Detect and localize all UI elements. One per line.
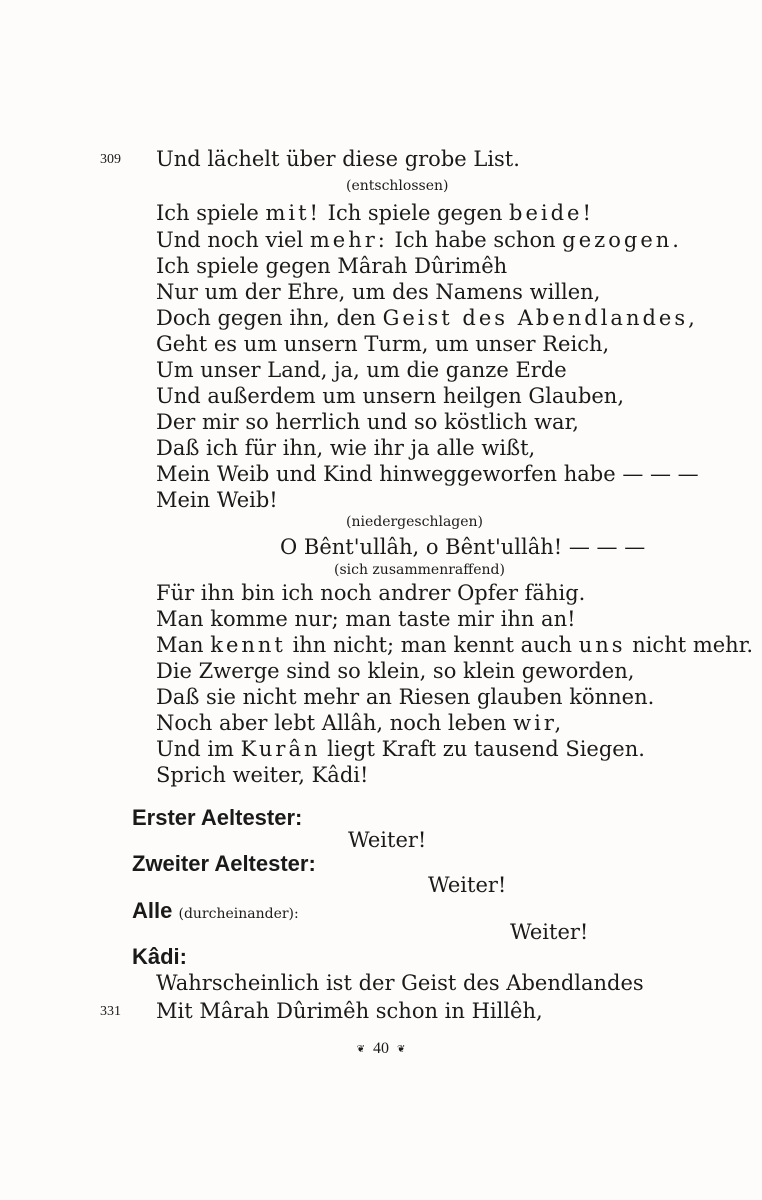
verse-line: Mein Weib und Kind hinweggeworfen habe — — — <box>156 462 699 486</box>
verse-line: Sprich weiter, Kâdi! <box>156 763 369 787</box>
ornament-icon: ❦ <box>397 1043 406 1055</box>
speaker-reply: Weiter! <box>510 920 589 944</box>
verse-line: Für ihn bin ich noch andrer Opfer fähig. <box>156 581 586 605</box>
stage-direction: (sich zusammenraffend) <box>334 562 505 578</box>
verse-line: Daß sie nicht mehr an Riesen glauben können. <box>156 685 655 709</box>
verse-line: Nur um der Ehre, um des Namens willen, <box>156 280 601 304</box>
verse-line: Und noch viel mehr: Ich habe schon gezogen. <box>156 228 682 252</box>
verse-line: Geht es um unsern Turm, um unser Reich, <box>156 332 610 356</box>
verse-line: Mit Mârah Dûrimêh schon in Hillêh, <box>156 999 543 1023</box>
line-number: 331 <box>100 1004 121 1019</box>
verse-line: Daß ich für ihn, wie ihr ja alle wißt, <box>156 436 536 460</box>
verse-line: Die Zwerge sind so klein, so klein geworden, <box>156 659 635 683</box>
page-number-value: 40 <box>373 1040 389 1057</box>
speaker-name: Alle (durcheinander): <box>132 898 299 923</box>
speaker-reply: Weiter! <box>428 873 507 897</box>
speaker-reply: Weiter! <box>348 828 427 852</box>
stage-direction: (niedergeschlagen) <box>346 514 484 530</box>
verse-line: Und außerdem um unsern heilgen Glauben, <box>156 384 625 408</box>
verse-line: Ich spiele mit! Ich spiele gegen beide! <box>156 201 594 225</box>
stage-direction: (entschlossen) <box>346 178 449 194</box>
speaker-name: Erster Aeltester: <box>132 805 303 830</box>
verse-line: Man kennt ihn nicht; man kennt auch uns nicht mehr. <box>156 633 754 657</box>
page-number <box>0 1040 762 1058</box>
verse-line: Der mir so herrlich und so köstlich war, <box>156 410 579 434</box>
verse-line: Und im Kurân liegt Kraft zu tausend Siegen. <box>156 737 645 761</box>
speaker-name: Zweiter Aeltester: <box>132 851 316 876</box>
verse-line: Wahrscheinlich ist der Geist des Abendlandes <box>156 971 644 995</box>
verse-line: Ich spiele gegen Mârah Dûrimêh <box>156 254 508 278</box>
verse-line: O Bênt'ullâh, o Bênt'ullâh! — — — <box>280 535 646 559</box>
verse-line: Um unser Land, ja, um die ganze Erde <box>156 358 567 382</box>
verse-line: Und lächelt über diese grobe List. <box>156 147 520 171</box>
ornament-icon: ❦ <box>356 1043 365 1055</box>
verse-line: Mein Weib! <box>156 488 278 512</box>
verse-line: Doch gegen ihn, den Geist des Abendlandes, <box>156 306 698 330</box>
verse-line: Man komme nur; man taste mir ihn an! <box>156 607 576 631</box>
verse-line: Noch aber lebt Allâh, noch leben wir, <box>156 711 565 735</box>
line-number: 309 <box>100 152 121 167</box>
speaker-name: Kâdi: <box>132 944 187 969</box>
